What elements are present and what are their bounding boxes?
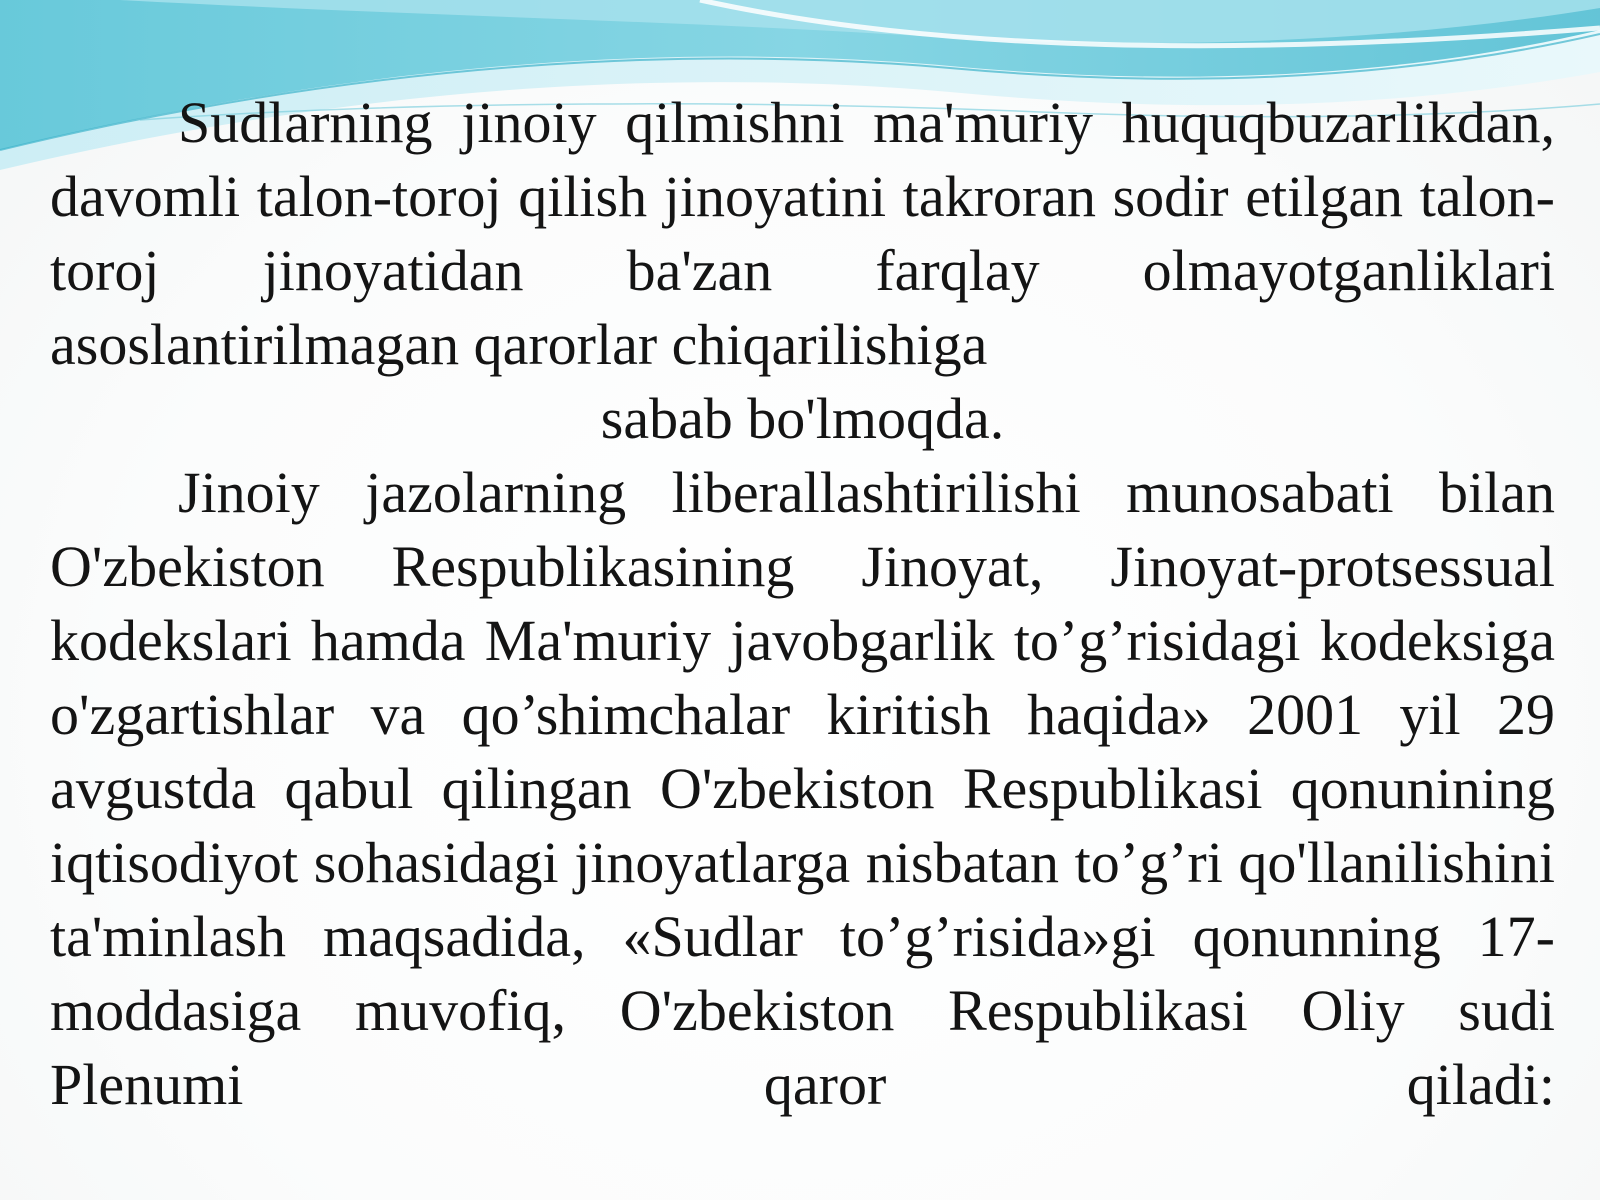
- paragraph-1: [50, 86, 1555, 456]
- paragraph-1-text: Sudlarning jinoiy qilmishni ma'muriy huquqbuzarlikdan, davomli talon-toroj qilish jinoyatini takroran sodir etilgan talon-toroj jinoyatidan ba'zan farqlay olmayotganliklari asoslantirilmagan qarorlar chiqarilishiga: [50, 90, 1555, 377]
- paragraph-1-closing-line: sabab bo'lmoqda.: [600, 386, 1005, 451]
- paragraph-2: Jinoiy jazolarning liberallashtirilishi munosabati bilan O'zbekiston Respublikasining Jinoyat, Jinoyat-protsessual kodekslari hamda Ma'muriy javobgarlik to’g’risidagi kodeksiga o'zgartishlar va qo’shimchalar kiritish haqida» 2001 yil 29 avgustda qabul qilingan O'zbekiston Respublikasi qonunining iqtisodiyot sohasidagi jinoyatlarga nisbatan to’g’ri qo'llanilishini ta'minlash maqsadida, «Sudlar to’g’risida»gi qonunning 17-moddasiga muvofiq, O'zbekiston Respublikasi Oliy sudi Plenumi qaror qiladi:: [50, 460, 1555, 1117]
- slide-body: [50, 86, 1555, 1122]
